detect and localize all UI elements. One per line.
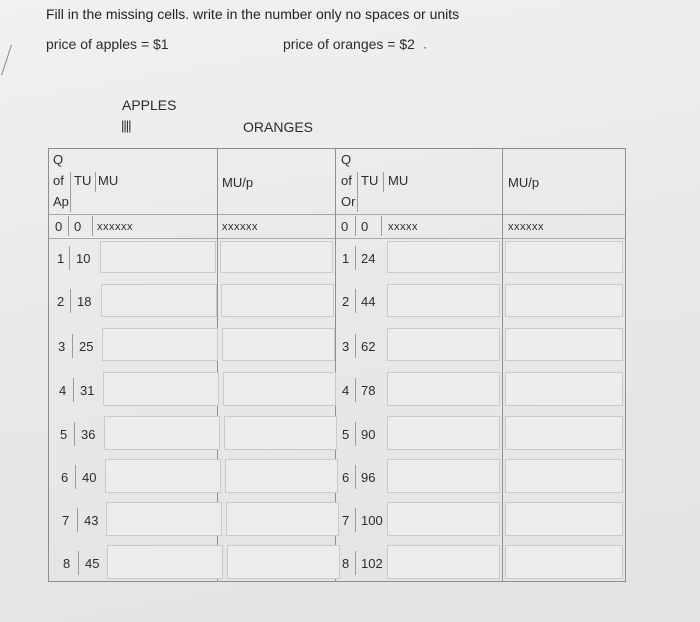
apples-mup-input[interactable] (224, 416, 337, 450)
apples-tu-0: 0 (74, 219, 82, 234)
oranges-tu-value: 96 (361, 470, 376, 485)
cell-separator (355, 246, 356, 270)
oranges-mup-input[interactable] (505, 241, 623, 273)
apples-q-value: 2 (57, 294, 65, 309)
stray-dot: · (423, 40, 427, 54)
apples-mu-input[interactable] (106, 502, 222, 536)
cell-separator (68, 216, 69, 236)
apples-tu-value: 31 (80, 383, 95, 398)
apples-mup-input[interactable] (220, 241, 333, 273)
cell-separator (355, 465, 356, 489)
apples-mu-0: xxxxxx (97, 221, 133, 233)
apples-title: APPLES (122, 97, 177, 113)
oranges-tu-value: 100 (361, 513, 383, 528)
cell-separator (355, 551, 356, 575)
cell-separator (355, 289, 356, 313)
oranges-q-value: 3 (342, 339, 350, 354)
apples-q-value: 7 (62, 513, 70, 528)
oranges-mup-input[interactable] (505, 328, 623, 361)
oranges-q-header-or: Or (341, 194, 356, 209)
header-separator (95, 172, 96, 192)
apples-mu-input[interactable] (104, 416, 220, 450)
apples-q-value: 6 (61, 470, 69, 485)
oranges-title: ORANGES (243, 119, 314, 135)
apples-tu-value: 36 (81, 427, 96, 442)
oranges-tu-value: 44 (361, 294, 376, 309)
oranges-mu-input[interactable] (387, 284, 500, 317)
apples-mu-input[interactable] (101, 284, 217, 317)
oranges-q-value: 5 (342, 427, 350, 442)
apples-mu-header: MU (98, 173, 119, 188)
oranges-tu-value: 24 (361, 251, 376, 266)
oranges-q-value: 6 (342, 470, 350, 485)
pen-mark (1, 45, 12, 76)
oranges-q-value: 1 (342, 251, 350, 266)
oranges-mu-input[interactable] (387, 328, 500, 361)
header-separator (357, 172, 358, 212)
price-of-apples: price of apples = $1 (46, 36, 169, 52)
oranges-mup-header: MU/p (508, 175, 540, 190)
apples-tu-value: 40 (82, 470, 97, 485)
cell-separator (355, 216, 356, 236)
cell-separator (77, 508, 78, 532)
apples-mu-input[interactable] (105, 459, 221, 493)
cell-separator (74, 422, 75, 446)
oranges-mup-input[interactable] (505, 416, 623, 450)
price-of-oranges: price of oranges = $2 (283, 36, 415, 52)
oranges-q-header: Q (341, 152, 352, 167)
apples-mup-input[interactable] (226, 502, 339, 536)
oranges-mup-input[interactable] (505, 502, 623, 536)
cell-separator (75, 465, 76, 489)
apples-q-header: Q (53, 152, 64, 167)
apples-tu-header: TU (74, 173, 92, 188)
apples-tu-value: 43 (84, 513, 99, 528)
cell-separator (78, 551, 79, 575)
cell-separator (355, 508, 356, 532)
oranges-q-value: 8 (342, 556, 350, 571)
header-rule (48, 214, 626, 215)
row-rule (48, 238, 626, 239)
oranges-mup-0: xxxxxx (508, 221, 544, 233)
oranges-mu-input[interactable] (387, 416, 500, 450)
oranges-q-value: 4 (342, 383, 350, 398)
apples-tu-value: 25 (79, 339, 94, 354)
apples-mup-0: xxxxxx (222, 221, 258, 233)
apples-q-value: 8 (63, 556, 71, 571)
apples-mup-input[interactable] (225, 459, 338, 493)
cell-separator (73, 378, 74, 402)
instruction-text: Fill in the missing cells. write in the number only no spaces or units (46, 6, 460, 22)
apples-tu-value: 10 (76, 251, 91, 266)
cell-separator (70, 289, 71, 313)
oranges-mu-input[interactable] (387, 545, 500, 579)
oranges-tu-value: 78 (361, 383, 376, 398)
oranges-mu-input[interactable] (387, 459, 500, 493)
oranges-mu-header: MU (388, 173, 409, 188)
oranges-tu-value: 62 (361, 339, 376, 354)
apples-mup-input[interactable] (223, 372, 336, 406)
oranges-q-0: 0 (341, 219, 349, 234)
oranges-mup-input[interactable] (505, 545, 623, 579)
apples-q-value: 3 (58, 339, 66, 354)
apples-tu-value: 18 (77, 294, 92, 309)
oranges-tu-header: TU (361, 173, 379, 188)
cell-separator (72, 334, 73, 358)
cell-separator (92, 216, 93, 236)
apples-mup-header: MU/p (222, 175, 254, 190)
apples-mu-input[interactable] (100, 241, 216, 273)
oranges-tu-value: 102 (361, 556, 383, 571)
cell-separator (69, 246, 70, 270)
header-separator (70, 172, 71, 212)
cell-separator (355, 334, 356, 358)
apples-tu-value: 45 (85, 556, 100, 571)
cell-separator (381, 216, 382, 236)
apples-mup-input[interactable] (221, 284, 334, 317)
apples-mu-input[interactable] (102, 328, 218, 361)
oranges-mu-0: xxxxx (388, 221, 418, 233)
apples-mup-input[interactable] (227, 545, 340, 579)
oranges-mup-input[interactable] (505, 459, 623, 493)
cell-separator (355, 378, 356, 402)
oranges-q-header-of: of (341, 173, 352, 188)
apples-q-value: 5 (60, 427, 68, 442)
apples-q-value: 1 (57, 251, 65, 266)
oranges-q-value: 2 (342, 294, 350, 309)
tally-marks: |||| (121, 118, 131, 133)
apples-mu-input[interactable] (103, 372, 219, 406)
apples-q-value: 4 (59, 383, 67, 398)
apples-mu-input[interactable] (107, 545, 223, 579)
cell-separator (355, 422, 356, 446)
apples-q-header-of: of (53, 173, 64, 188)
oranges-mu-input[interactable] (387, 372, 500, 406)
oranges-mu-input[interactable] (387, 502, 500, 536)
apples-q-0: 0 (55, 219, 63, 234)
oranges-tu-0: 0 (361, 219, 369, 234)
header-separator (383, 172, 384, 192)
apples-q-header-ap: Ap (53, 194, 69, 209)
oranges-tu-value: 90 (361, 427, 376, 442)
oranges-mup-input[interactable] (505, 372, 623, 406)
apples-mup-input[interactable] (222, 328, 335, 361)
oranges-mup-input[interactable] (505, 284, 623, 317)
oranges-q-value: 7 (342, 513, 350, 528)
oranges-mu-input[interactable] (387, 241, 500, 273)
